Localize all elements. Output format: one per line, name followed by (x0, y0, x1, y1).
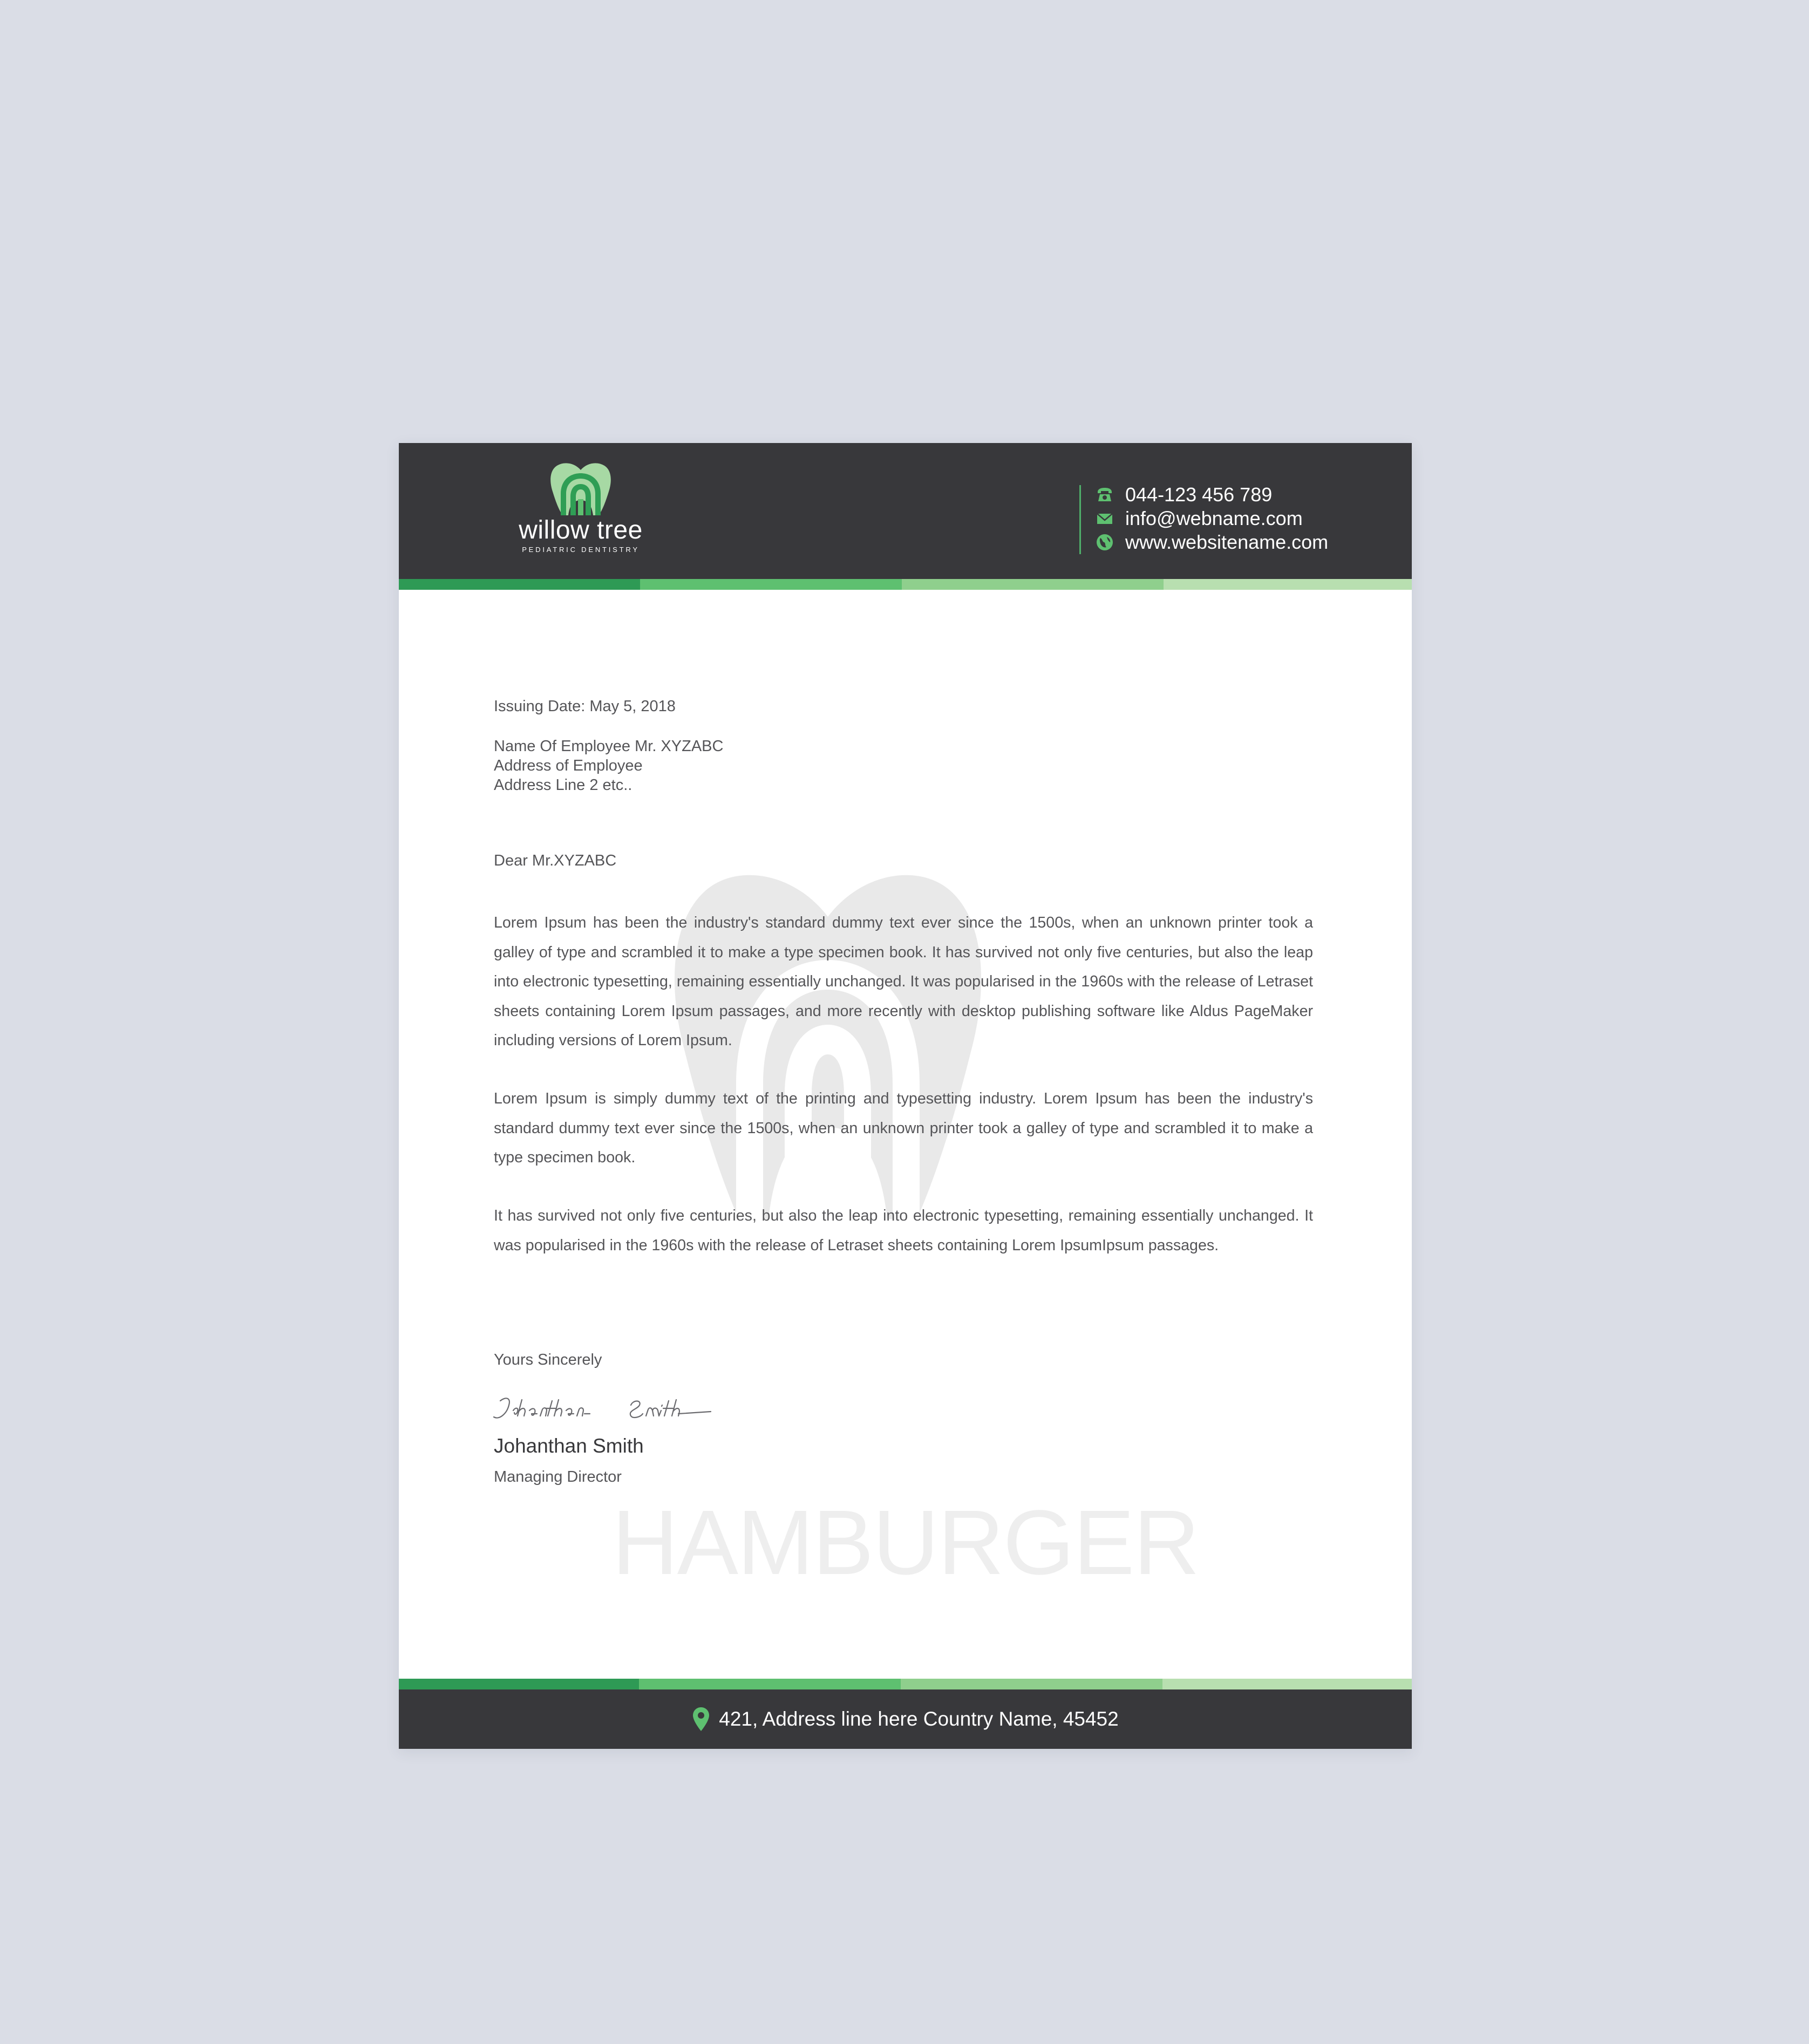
footer-color-stripes (399, 1679, 1412, 1689)
handwritten-signature (489, 1389, 732, 1427)
mail-icon (1095, 509, 1114, 528)
brand-name: willow tree (519, 516, 643, 544)
phone-icon (1095, 485, 1114, 505)
contact-website-text[interactable]: www.websitename.com (1125, 531, 1329, 553)
brand-tagline: PEDIATRIC DENTISTRY (522, 546, 640, 554)
salutation: Dear Mr.XYZABC (494, 852, 617, 869)
recipient-address-line-1: Address of Employee (494, 757, 643, 774)
letterhead-footer (399, 1689, 1412, 1749)
letterhead-page (399, 443, 1412, 1749)
footer-address-row (399, 1689, 1412, 1749)
recipient-name: Name Of Employee Mr. XYZABC (494, 738, 724, 755)
watermark-text: HAMBURGER (611, 1491, 1199, 1594)
header-color-stripes (399, 579, 1412, 590)
contact-phone (1095, 483, 1272, 507)
recipient-address-line-2: Address Line 2 etc.. (494, 776, 633, 794)
contact-email-text[interactable]: info@webname.com (1125, 507, 1303, 529)
contact-email (1095, 507, 1303, 530)
issuing-date: Issuing Date: May 5, 2018 (494, 698, 676, 715)
contact-divider (1079, 485, 1081, 554)
contact-phone-text: 044-123 456 789 (1125, 483, 1273, 506)
globe-icon (1095, 533, 1114, 552)
signer-title: Managing Director (494, 1468, 622, 1486)
letterhead-header (399, 443, 1412, 579)
footer-address: 421, Address line here Country Name, 45452 (719, 1708, 1119, 1730)
contact-website (1095, 530, 1328, 554)
body-paragraph-2: Lorem Ipsum is simply dummy text of the printing and typesetting industry. Lorem Ipsum has been the industry's standard dummy text ever since the 1500s, when an unknown printer took a galley of type and scrambled it to make a type specimen book. (494, 1090, 1313, 1166)
signer-name: Johanthan Smith (494, 1435, 644, 1457)
recipient-block (494, 737, 723, 795)
tooth-logo-icon (550, 461, 611, 517)
location-pin-icon (692, 1706, 710, 1732)
closing: Yours Sincerely (494, 1351, 602, 1368)
body-paragraph-1: Lorem Ipsum has been the industry's standard dummy text ever since the 1500s, when an unknown printer took a galley of type and scrambled it to make a type specimen book. It has survived not only five centuries, but also the leap into electronic typesetting, remaining essentially unchanged. It was popularised in the 1960s with the release of Letraset sheets containing Lorem Ipsum passages, and more recently with desktop publishing software like Aldus PageMaker including versions of Lorem Ipsum. (494, 914, 1313, 1049)
body-paragraph-3: It has survived not only five centuries, but also the leap into electronic typesetting, remaining essentially unchanged. It was popularised in the 1960s with the release of Letraset sheets containing Lorem IpsumIpsum passages. (494, 1207, 1313, 1254)
